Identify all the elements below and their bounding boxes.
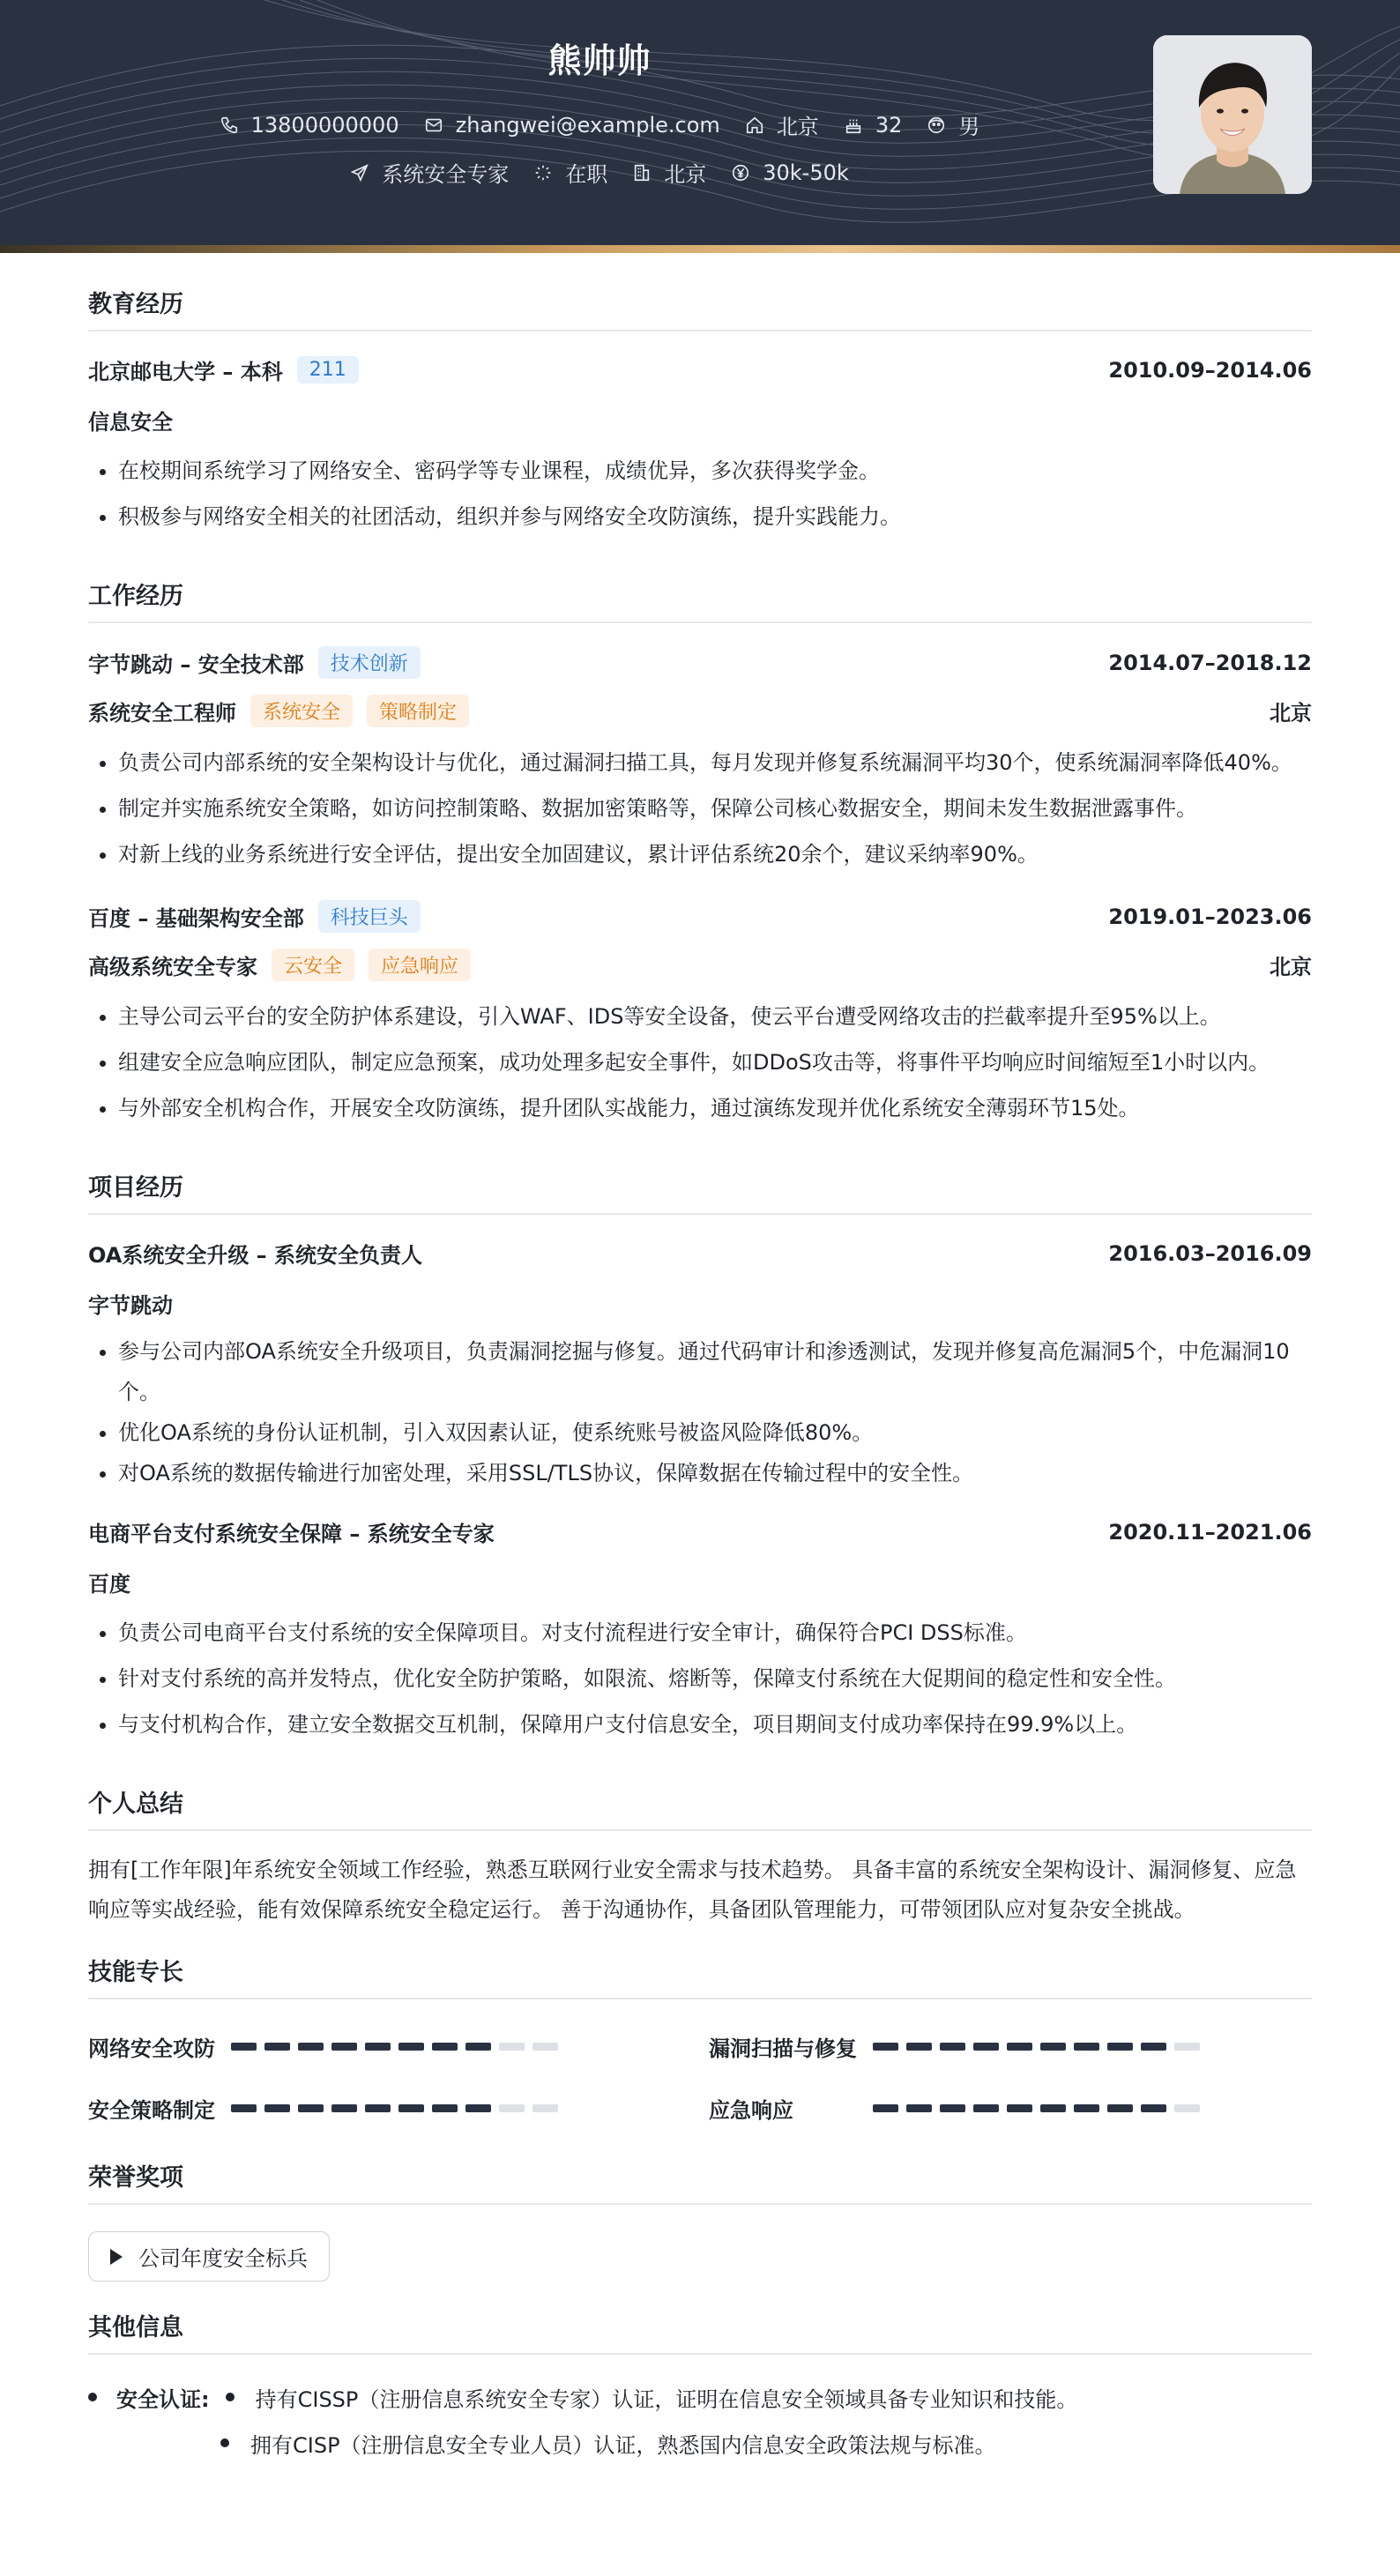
position-item (350, 157, 509, 188)
work-2-company: 百度 – 基础架构安全部 (88, 906, 304, 931)
list-item: • 积极参与网络安全相关的社团活动，组织并参与网络安全攻防演练，提升实践能力。 (118, 494, 1312, 540)
skill-dash-filled (973, 2043, 999, 2051)
list-item: • 与支付机构合作，建立安全数据交互机制，保障用户支付信息安全，项目期间支付成功率保持在99.9%以上。 (118, 1701, 1312, 1747)
project-2-org: 百度 (88, 1572, 130, 1597)
skill-item (88, 2077, 709, 2139)
projects-title: 项目经历 (88, 1168, 1312, 1215)
work-2-company-tag: 科技巨头 (318, 900, 421, 933)
phone-icon (220, 115, 239, 135)
skill-dash-empty (499, 2104, 525, 2112)
skill-level-bar (231, 2043, 566, 2051)
education-header (88, 354, 1312, 385)
other-title: 其他信息 (88, 2308, 1312, 2355)
resume-body (88, 253, 1312, 2466)
list-item: • 对新上线的业务系统进行安全评估，提出安全加固建议，累计评估系统20余个，建议采纳率90%。 (118, 831, 1312, 877)
send-icon (350, 163, 369, 182)
skill-dash-filled (1007, 2104, 1032, 2112)
work-2-role-row (88, 949, 1312, 981)
project-1-header (88, 1238, 1312, 1269)
work-1-role-tag: 策略制定 (367, 695, 469, 727)
phone-text: 13800000000 (250, 112, 399, 138)
avatar-illustration (1153, 35, 1312, 194)
job-row (0, 157, 1199, 188)
skill-dash-filled (298, 2104, 324, 2112)
skill-dash-filled (973, 2104, 999, 2112)
cert-item: 持有CISSP（注册信息系统安全专家）认证，证明在信息安全领域具备专业知识和技能。 (255, 2386, 1078, 2412)
salary-text: 30k-50k (763, 160, 849, 185)
work-2-role: 高级系统安全专家 (88, 955, 257, 979)
skill-dash-filled (398, 2043, 424, 2051)
skill-dash-filled (231, 2043, 257, 2051)
city-item (632, 157, 706, 188)
resume-header (0, 0, 1400, 245)
profile-photo (1153, 35, 1312, 194)
project-2-bullets (88, 1610, 1312, 1747)
work-1-role-tag: 系统安全 (250, 695, 353, 727)
skill-dash-filled (906, 2043, 932, 2051)
status-icon (533, 163, 553, 182)
header-accent-bar (0, 245, 1400, 253)
list-item: • 优化OA系统的身份认证机制，引入双因素认证，使系统账号被盗风险降低80%。 (118, 1412, 1312, 1453)
mail-icon (424, 115, 443, 135)
work-title: 工作经历 (88, 577, 1312, 623)
other-line (88, 2374, 1312, 2420)
education-bullets (88, 448, 1312, 540)
location-text: 北京 (776, 115, 819, 139)
email-item (424, 113, 720, 138)
skill-dash-filled (1040, 2104, 1066, 2112)
skill-name: 安全策略制定 (88, 2097, 215, 2123)
education-major: 信息安全 (88, 410, 173, 435)
skill-dash-filled (1074, 2104, 1099, 2112)
skill-item (709, 2077, 1312, 2139)
skill-level-bar (231, 2104, 566, 2112)
cert-item: 拥有CISP（注册信息安全专业人员）认证，熟悉国内信息安全政策法规与标准。 (250, 2432, 996, 2458)
work-1-header (88, 646, 1312, 679)
project-2-date: 2020.11–2021.06 (1108, 1519, 1312, 1545)
skill-dash-filled (398, 2104, 424, 2112)
skill-dash-empty (532, 2043, 558, 2051)
list-item: • 负责公司电商平台支付系统的安全保障项目。对支付流程进行安全审计，确保符合PCI DSS标准。 (118, 1610, 1312, 1656)
skill-dash-filled (365, 2043, 391, 2051)
skill-name: 应急响应 (709, 2097, 793, 2123)
work-2-role-tag: 云安全 (272, 949, 354, 981)
bullet-dot (88, 2393, 97, 2401)
work-1-company-tag: 技术创新 (318, 646, 421, 679)
skill-dash-filled (1141, 2104, 1166, 2112)
skills-grid (88, 2015, 1312, 2139)
school-name: 北京邮电大学 – 本科 (88, 360, 283, 384)
education-title: 教育经历 (88, 285, 1312, 331)
list-item: • 对OA系统的数据传输进行加密处理，采用SSL/TLS协议，保障数据在传输过程中的安全性。 (118, 1453, 1312, 1493)
education-date: 2010.09–2014.06 (1108, 357, 1312, 383)
cert-label: 安全认证: (116, 2386, 210, 2412)
salary-item (731, 160, 849, 185)
work-1-bullets (88, 740, 1312, 877)
project-2-name: 电商平台支付系统安全保障 – 系统安全专家 (88, 1522, 495, 1546)
work-1-role: 系统安全工程师 (88, 701, 236, 726)
work-2-header (88, 900, 1312, 933)
skill-dash-filled (940, 2104, 965, 2112)
skill-dash-empty (1174, 2043, 1200, 2051)
honor-item (88, 2231, 330, 2282)
skill-item (88, 2015, 709, 2077)
list-item: • 制定并实施系统安全策略，如访问控制策略、数据加密策略等，保障公司核心数据安全，期间未发生数据泄露事件。 (118, 785, 1312, 831)
skill-dash-filled (940, 2043, 965, 2051)
location-item (745, 109, 819, 140)
summary-text: 拥有[工作年限]年系统安全领域工作经验，熟悉互联网行业安全需求与技术趋势。 具备丰富的系统安全架构设计、漏洞修复、应急响应等实战经验，能有效保障系统安全稳定运行。 善于沟通协作，具备团队管理能力，可带领团队应对复杂安全挑战。 (88, 1858, 1297, 1922)
skill-dash-filled (873, 2104, 898, 2112)
work-2-city: 北京 (1270, 955, 1312, 979)
skill-dash-empty (1174, 2104, 1200, 2112)
skill-dash-filled (264, 2104, 290, 2112)
skill-dash-filled (331, 2104, 357, 2112)
work-1-city: 北京 (1270, 701, 1312, 726)
position-text: 系统安全专家 (382, 162, 510, 187)
skill-level-bar (873, 2043, 1208, 2051)
skill-dash-filled (1074, 2043, 1099, 2051)
bullet-dot (220, 2438, 229, 2447)
list-item: • 针对支付系统的高并发特点，优化安全防护策略，如限流、熔断等，保障支付系统在大促期间的稳定性和安全性。 (118, 1656, 1312, 1701)
honors-title: 荣誉奖项 (88, 2158, 1312, 2205)
skill-dash-filled (1141, 2043, 1166, 2051)
candidate-name: 熊帅帅 (547, 41, 652, 80)
skill-name: 漏洞扫描与修复 (709, 2036, 857, 2061)
skill-dash-filled (264, 2043, 290, 2051)
skill-dash-filled (432, 2043, 458, 2051)
work-2-role-tag: 应急响应 (369, 949, 471, 981)
work-1-company: 字节跳动 – 安全技术部 (88, 652, 304, 677)
yen-icon (731, 163, 750, 182)
project-1-bullets (88, 1331, 1312, 1493)
skill-dash-filled (231, 2104, 257, 2112)
school-tag: 211 (297, 356, 359, 383)
skill-dash-filled (432, 2104, 458, 2112)
project-1-org: 字节跳动 (88, 1293, 173, 1318)
age-text: 32 (875, 112, 903, 138)
honor-text: 公司年度安全标兵 (138, 2246, 308, 2271)
project-2-header (88, 1516, 1312, 1547)
status-text: 在职 (565, 162, 608, 187)
gender-item (927, 109, 979, 140)
project-1-name: OA系统安全升级 – 系统安全负责人 (88, 1243, 423, 1268)
cake-icon (844, 115, 863, 135)
work-2-date: 2019.01–2023.06 (1108, 904, 1312, 929)
play-icon (110, 2249, 123, 2265)
gender-icon (927, 115, 946, 135)
skill-dash-filled (1107, 2104, 1133, 2112)
skill-dash-filled (465, 2043, 491, 2051)
phone-item (220, 113, 399, 138)
age-item (844, 113, 903, 138)
skill-dash-empty (532, 2104, 558, 2112)
building-icon (632, 163, 652, 182)
skill-level-bar (873, 2104, 1208, 2112)
list-item: • 与外部安全机构合作，开展安全攻防演练，提升团队实战能力，通过演练发现并优化系统安全薄弱环节15处。 (118, 1085, 1312, 1131)
list-item: • 参与公司内部OA系统安全升级项目，负责漏洞挖掘与修复。通过代码审计和渗透测试，发现并修复高危漏洞5个，中危漏洞10个。 (118, 1331, 1312, 1412)
skill-dash-filled (298, 2043, 324, 2051)
summary-title: 个人总结 (88, 1784, 1312, 1831)
skill-dash-filled (365, 2104, 391, 2112)
list-item: • 组建安全应急响应团队，制定应急预案，成功处理多起安全事件，如DDoS攻击等，将事件平均响应时间缩短至1小时以内。 (118, 1039, 1312, 1085)
skill-dash-filled (906, 2104, 932, 2112)
list-item: • 负责公司内部系统的安全架构设计与优化，通过漏洞扫描工具，每月发现并修复系统漏洞平均30个，使系统漏洞率降低40%。 (118, 740, 1312, 785)
city-text: 北京 (664, 162, 707, 187)
other-info (88, 2374, 1312, 2466)
skills-title: 技能专长 (88, 1953, 1312, 1999)
other-line (88, 2420, 1312, 2466)
bullet-dot (226, 2393, 235, 2401)
status-item (533, 157, 607, 188)
skill-dash-filled (873, 2043, 898, 2051)
skill-dash-filled (331, 2043, 357, 2051)
skill-name: 网络安全攻防 (88, 2036, 215, 2061)
work-1-date: 2014.07–2018.12 (1108, 650, 1312, 675)
skill-item (709, 2015, 1312, 2077)
project-1-date: 2016.03–2016.09 (1108, 1240, 1312, 1266)
skill-dash-filled (465, 2104, 491, 2112)
list-item: • 在校期间系统学习了网络安全、密码学等专业课程，成绩优异，多次获得奖学金。 (118, 448, 1312, 494)
work-1-role-row (88, 695, 1312, 727)
gender-text: 男 (958, 115, 980, 139)
contact-row (0, 109, 1199, 140)
email-text: zhangwei@example.com (455, 112, 720, 138)
skill-dash-filled (1007, 2043, 1032, 2051)
skill-dash-filled (1107, 2043, 1133, 2051)
work-2-bullets (88, 994, 1312, 1131)
skill-dash-filled (1040, 2043, 1066, 2051)
skill-dash-empty (499, 2043, 525, 2051)
home-icon (745, 115, 764, 135)
list-item: • 主导公司云平台的安全防护体系建设，引入WAF、IDS等安全设备，使云平台遭受网络攻击的拦截率提升至95%以上。 (118, 994, 1312, 1039)
